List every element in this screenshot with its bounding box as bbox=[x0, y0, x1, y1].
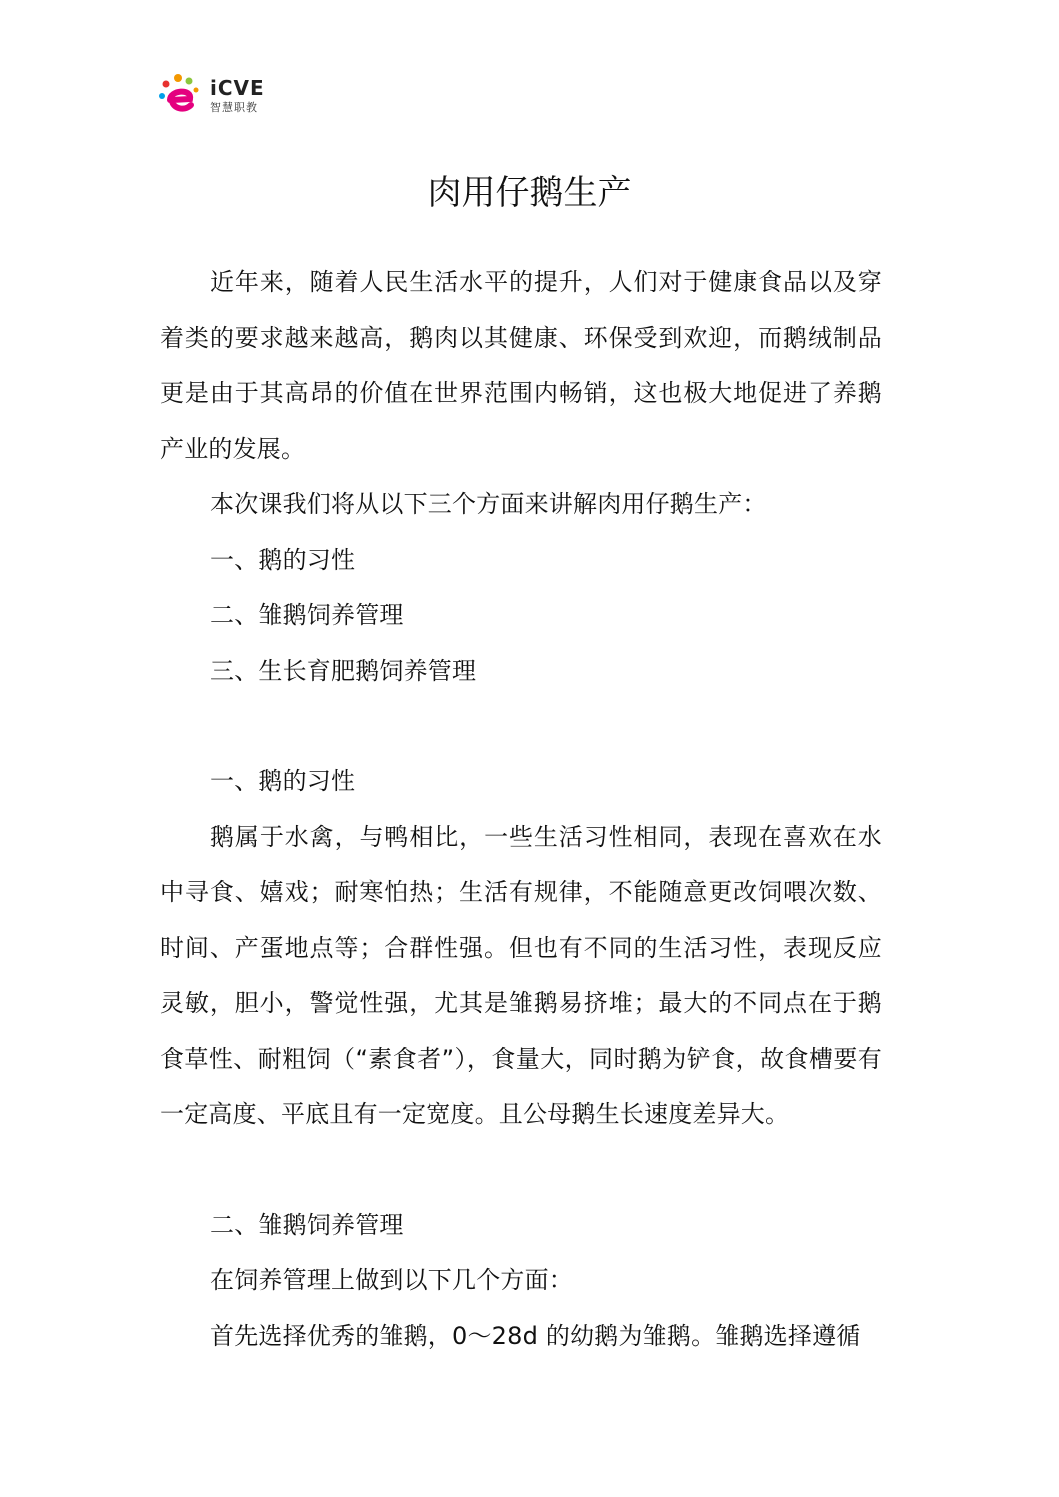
icve-logo bbox=[158, 72, 268, 122]
section2-lead: 在饲养管理上做到以下几个方面： bbox=[210, 1266, 573, 1294]
spacer bbox=[160, 1143, 882, 1198]
overview-item-3: 三、生长育肥鹅饲养管理 bbox=[210, 656, 477, 685]
section2-heading: 二、雏鹅饲养管理 bbox=[210, 1210, 404, 1239]
page-title: 肉用仔鹅生产 bbox=[427, 173, 632, 213]
overview-item-2: 二、雏鹅饲养管理 bbox=[210, 601, 404, 629]
icve-logo-icon bbox=[158, 72, 208, 118]
section1-body: 鹅属于水禽，与鸭相比，一些生活习性相同，表现在喜欢在水中寻食、嬉戏；耐寒怕热；生活有规律，不能随意更改饲喂次数、时间、产蛋地点等；合群性强。但也有不同的生活习性，表现反应灵敏，胆小，警觉性强，尤其是雏鹅易挤堆；最大的不同点在于鹅食草性、耐粗饲（“素食者”），食量大，同时鹅为铲食，故食槽要有一定高度、平底且有一定宽度。且公母鹅生长速度差异大。 bbox=[160, 822, 882, 1128]
logo-brand: iCVE bbox=[210, 76, 265, 100]
intro-paragraph: 近年来，随着人民生活水平的提升，人们对于健康食品以及穿着类的要求越来越高，鹅肉以其健康、环保受到欢迎，而鹅绒制品更是由于其高昂的价值在世界范围内畅销，这也极大地促进了养鹅产业的发展。 bbox=[160, 268, 882, 463]
overview-item-1: 一、鹅的习性 bbox=[210, 545, 356, 574]
section2-body: 首先选择优秀的雏鹅，0～28d 的幼鹅为雏鹅。雏鹅选择遵循 bbox=[210, 1321, 861, 1350]
logo-subtitle: 智慧职教 bbox=[210, 101, 258, 114]
section1-heading: 一、鹅的习性 bbox=[210, 767, 356, 795]
spacer bbox=[160, 699, 882, 754]
document-body bbox=[160, 255, 882, 1364]
overview-lead: 本次课我们将从以下三个方面来讲解肉用仔鹅生产： bbox=[210, 490, 767, 518]
